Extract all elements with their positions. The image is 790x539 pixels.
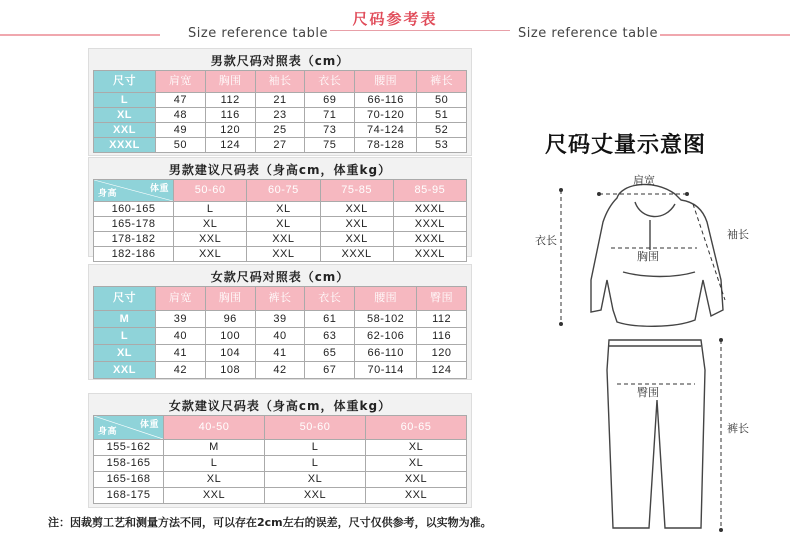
weight-header-cell: 40-50 (164, 416, 265, 440)
table-row (94, 202, 467, 217)
table-cell: 49 (156, 123, 206, 138)
men-size-header-cell: 肩宽 (156, 71, 206, 93)
men-size-header-cell: 衣长 (305, 71, 355, 93)
measure-lines (561, 190, 725, 530)
weight-header-cell: 60-75 (247, 180, 320, 202)
corner-height-label: 身高 (98, 426, 118, 436)
table-cell: XL (366, 440, 467, 456)
height-cell: 165-178 (94, 217, 174, 232)
table-cell: XXL (320, 232, 393, 247)
men-size-table (93, 70, 467, 153)
table-cell: 51 (417, 108, 467, 123)
table-row (94, 472, 467, 488)
table-cell: 66-110 (355, 345, 417, 362)
height-cell: 165-168 (94, 472, 164, 488)
women-suggest-title: 女款建议尺码表（身高cm，体重kg） (168, 399, 392, 413)
table-cell: 39 (255, 311, 305, 328)
table-cell: L (174, 202, 247, 217)
table-cell: 40 (156, 328, 206, 345)
women-size-header-cell: 臀围 (417, 287, 467, 311)
table-cell: 65 (305, 345, 355, 362)
men-size-panel (88, 48, 472, 156)
table-cell: 116 (205, 108, 255, 123)
height-cell: 158-165 (94, 456, 164, 472)
size-cell: XXL (94, 362, 156, 379)
table-cell: XXXL (393, 247, 466, 262)
garment-sketch (525, 160, 785, 535)
women-size-header-cell: 肩宽 (156, 287, 206, 311)
men-size-header-cell: 腰围 (355, 71, 417, 93)
women-suggest-panel (88, 393, 472, 508)
table-cell: 42 (255, 362, 305, 379)
table-row (94, 488, 467, 504)
table-cell: 42 (156, 362, 206, 379)
men-suggest-table (93, 179, 467, 262)
table-cell: 40 (255, 328, 305, 345)
table-cell: 124 (417, 362, 467, 379)
table-cell: 67 (305, 362, 355, 379)
table-cell: XXL (164, 488, 265, 504)
table-cell: XXL (174, 247, 247, 262)
women-size-header-cell: 裤长 (255, 287, 305, 311)
table-cell: XXL (174, 232, 247, 247)
weight-header-cell: 50-60 (265, 416, 366, 440)
table-cell: 23 (255, 108, 305, 123)
table-row (94, 362, 467, 379)
height-cell: 178-182 (94, 232, 174, 247)
men-size-header-cell: 裤长 (417, 71, 467, 93)
corner-height-label: 身高 (98, 188, 118, 198)
corner-weight-label: 体重 (149, 183, 169, 193)
men-size-header-cell: 袖长 (255, 71, 305, 93)
table-cell: 50 (156, 138, 206, 153)
label-sleeve: 袖长 (727, 228, 749, 241)
measurement-diagram (525, 160, 785, 535)
women-size-header-cell: 尺寸 (94, 287, 156, 311)
table-cell: 104 (205, 345, 255, 362)
table-cell: 41 (156, 345, 206, 362)
height-cell: 155-162 (94, 440, 164, 456)
table-cell: 73 (305, 123, 355, 138)
table-row (94, 108, 467, 123)
table-cell: XL (247, 202, 320, 217)
table-cell: 70-114 (355, 362, 417, 379)
table-cell: XXXL (393, 232, 466, 247)
table-cell: XXL (366, 472, 467, 488)
table-cell: XXL (247, 247, 320, 262)
table-cell: 53 (417, 138, 467, 153)
table-cell: XL (265, 472, 366, 488)
label-pants-length: 裤长 (727, 422, 749, 435)
table-row (94, 123, 467, 138)
men-size-header-cell: 尺寸 (94, 71, 156, 93)
page-header (0, 0, 790, 48)
table-row (94, 345, 467, 362)
label-hip: 臀围 (637, 386, 659, 399)
table-cell: 27 (255, 138, 305, 153)
size-cell: XXXL (94, 138, 156, 153)
table-cell: XXXL (393, 217, 466, 232)
women-size-header-cell: 腰围 (355, 287, 417, 311)
header-divider-left (0, 34, 160, 36)
table-cell: 69 (305, 93, 355, 108)
table-cell: 47 (156, 93, 206, 108)
table-cell: L (265, 440, 366, 456)
table-cell: 62-106 (355, 328, 417, 345)
corner-weight-label: 体重 (139, 419, 159, 429)
table-cell: XXL (320, 217, 393, 232)
table-row (94, 440, 467, 456)
table-cell: 100 (205, 328, 255, 345)
subtitle-right: Size reference table (518, 26, 658, 41)
table-cell: 71 (305, 108, 355, 123)
table-cell: L (164, 456, 265, 472)
table-cell: 58-102 (355, 311, 417, 328)
title-underline (330, 30, 510, 31)
table-cell: 112 (205, 93, 255, 108)
pants-sketch (607, 340, 705, 528)
table-row (94, 247, 467, 262)
table-cell: 116 (417, 328, 467, 345)
table-cell: XL (164, 472, 265, 488)
table-cell: M (164, 440, 265, 456)
table-cell: 21 (255, 93, 305, 108)
table-cell: 124 (205, 138, 255, 153)
women-size-header-cell: 胸围 (205, 287, 255, 311)
height-cell: 160-165 (94, 202, 174, 217)
table-cell: 108 (205, 362, 255, 379)
table-row (94, 93, 467, 108)
table-cell: 75 (305, 138, 355, 153)
table-cell: 25 (255, 123, 305, 138)
size-cell: L (94, 93, 156, 108)
men-suggest-header-row (94, 180, 467, 202)
size-cell: XL (94, 345, 156, 362)
women-size-title: 女款尺码对照表（cm） (210, 270, 350, 284)
table-row (94, 311, 467, 328)
table-cell: 41 (255, 345, 305, 362)
table-cell: XXL (320, 202, 393, 217)
table-cell: 78-128 (355, 138, 417, 153)
table-cell: XXXL (393, 202, 466, 217)
table-cell: 96 (205, 311, 255, 328)
weight-header-cell: 50-60 (174, 180, 247, 202)
subtitle-left: Size reference table (188, 26, 328, 41)
men-suggest-panel (88, 157, 472, 260)
table-cell: 50 (417, 93, 467, 108)
women-suggest-table (93, 415, 467, 504)
table-cell: XXL (247, 232, 320, 247)
table-cell: 74-124 (355, 123, 417, 138)
table-row (94, 232, 467, 247)
table-cell: L (265, 456, 366, 472)
table-cell: XL (174, 217, 247, 232)
women-size-table (93, 286, 467, 379)
label-shoulder: 肩宽 (633, 174, 655, 187)
diagram-title: 尺码丈量示意图 (545, 133, 707, 158)
corner-header-cell (94, 180, 174, 202)
women-size-header-cell: 衣长 (305, 287, 355, 311)
table-cell: 120 (417, 345, 467, 362)
weight-header-cell: 85-95 (393, 180, 466, 202)
table-cell: 66-116 (355, 93, 417, 108)
table-cell: 61 (305, 311, 355, 328)
size-cell: XXL (94, 123, 156, 138)
weight-header-cell: 60-65 (366, 416, 467, 440)
header-divider-right (660, 34, 790, 36)
weight-header-cell: 75-85 (320, 180, 393, 202)
table-cell: 39 (156, 311, 206, 328)
table-cell: 120 (205, 123, 255, 138)
table-cell: XL (247, 217, 320, 232)
height-cell: 182-186 (94, 247, 174, 262)
table-row (94, 456, 467, 472)
men-size-title: 男款尺码对照表（cm） (210, 54, 350, 68)
men-size-header-cell: 胸围 (205, 71, 255, 93)
men-suggest-title: 男款建议尺码表（身高cm，体重kg） (168, 163, 392, 177)
table-row (94, 138, 467, 153)
table-cell: 63 (305, 328, 355, 345)
table-cell: XXL (265, 488, 366, 504)
size-cell: M (94, 311, 156, 328)
table-cell: XL (366, 456, 467, 472)
women-suggest-header-row (94, 416, 467, 440)
table-cell: 48 (156, 108, 206, 123)
table-cell: XXL (366, 488, 467, 504)
women-size-header-row (94, 287, 467, 311)
women-size-panel (88, 264, 472, 380)
disclaimer-note: 注：因裁剪工艺和测量方法不同，可以存在2cm左右的误差，尺寸仅供参考，以实物为准。 (48, 516, 492, 529)
label-body-length: 衣长 (535, 234, 557, 247)
corner-header-cell (94, 416, 164, 440)
height-cell: 168-175 (94, 488, 164, 504)
size-cell: L (94, 328, 156, 345)
arrow-heads (559, 188, 723, 532)
table-cell: XXXL (320, 247, 393, 262)
table-cell: 52 (417, 123, 467, 138)
table-cell: 112 (417, 311, 467, 328)
size-cell: XL (94, 108, 156, 123)
label-chest: 胸围 (637, 250, 659, 263)
page-title: 尺码参考表 (352, 10, 438, 28)
table-cell: 70-120 (355, 108, 417, 123)
table-row (94, 217, 467, 232)
men-size-header-row (94, 71, 467, 93)
table-row (94, 328, 467, 345)
